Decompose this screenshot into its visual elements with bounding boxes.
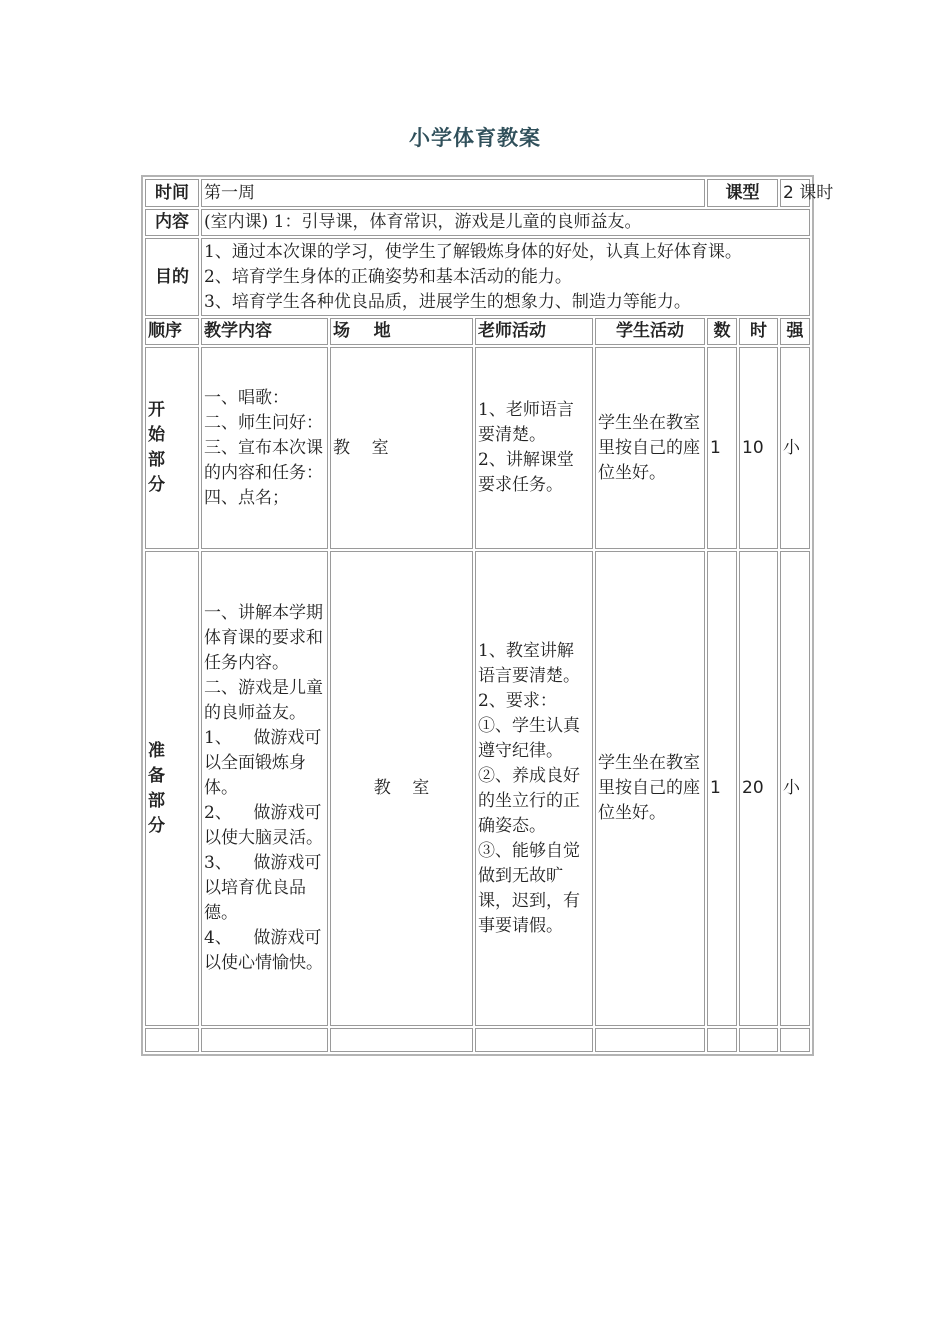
- type-label: 课型: [707, 179, 778, 207]
- section-row-start: [145, 347, 810, 549]
- header-teaching: 教学内容: [201, 318, 328, 345]
- content-row: [145, 209, 810, 236]
- empty-cell: [475, 1028, 593, 1052]
- goal-item: 1、通过本次课的学习，使学生了解锻炼身体的好处，认真上好体育课。: [204, 241, 742, 262]
- header-intensity: 强: [780, 318, 810, 345]
- header-teacher: 老师活动: [475, 318, 593, 345]
- goal-item: 2、培育学生身体的正确姿势和基本活动的能力。: [204, 266, 572, 287]
- empty-cell: [739, 1028, 778, 1052]
- empty-cell: [330, 1028, 473, 1052]
- time-row: [145, 179, 810, 207]
- header-order: 顺序: [145, 318, 199, 345]
- section-venue: 教 室: [330, 347, 473, 549]
- section-teaching: 一、唱歌： 二、师生问好： 三、宣布本次课的内容和任务： 四、点名；: [201, 347, 328, 549]
- header-venue: 场 地: [330, 318, 473, 345]
- section-time: 20: [739, 551, 778, 1026]
- section-teacher: 1、教室讲解语言要清楚。 2、要求： ①、学生认真遵守纪律。 ②、养成良好的坐立行的正确姿态。 ③、能够自觉做到无故旷课，迟到，有事要请假。: [475, 551, 593, 1026]
- section-part-label: 准 备 部 分: [148, 740, 165, 836]
- time-value: 第一周: [201, 179, 705, 207]
- section-time: 10: [739, 347, 778, 549]
- section-part: [145, 347, 199, 549]
- empty-cell: [780, 1028, 810, 1052]
- header-count: 数: [707, 318, 737, 345]
- section-intensity: 小: [780, 347, 810, 549]
- header-time: 时: [739, 318, 778, 345]
- section-row-prep: [145, 551, 810, 1026]
- section-venue: 教 室: [330, 551, 473, 1026]
- section-count: 1: [707, 551, 737, 1026]
- header-student: 学生活动: [595, 318, 705, 345]
- section-student: 学生坐在教室里按自己的座位坐好。: [595, 551, 705, 1026]
- content-value: (室内课) 1：引导课，体育常识，游戏是儿童的良师益友。: [201, 209, 810, 236]
- lesson-plan-table: [141, 175, 834, 1056]
- section-part: [145, 551, 199, 1026]
- empty-cell: [145, 1028, 199, 1052]
- page-title: 小学体育教案: [409, 126, 541, 150]
- empty-cell: [201, 1028, 328, 1052]
- goal-row: [145, 238, 810, 316]
- goal-list: [201, 238, 810, 316]
- header-row: [145, 318, 810, 345]
- goal-label: 目的: [145, 238, 199, 316]
- section-intensity: 小: [780, 551, 810, 1026]
- section-count: 1: [707, 347, 737, 549]
- section-teacher: 1、老师语言要清楚。 2、讲解课堂要求任务。: [475, 347, 593, 549]
- goal-item: 3、培育学生各种优良品质，进展学生的想象力、制造力等能力。: [204, 291, 691, 312]
- section-teaching: 一、讲解本学期体育课的要求和任务内容。 二、游戏是儿童的良师益友。 1、 做游戏可以全面锻炼身体。 2、 做游戏可以使大脑灵活。 3、 做游戏可以培育优良品德。 4、 做游戏可以使心情愉快。: [201, 551, 328, 1026]
- content-label: 内容: [145, 209, 199, 236]
- empty-cell: [595, 1028, 705, 1052]
- section-student: 学生坐在教室里按自己的座位坐好。: [595, 347, 705, 549]
- empty-cell: [707, 1028, 737, 1052]
- time-label: 时间: [145, 179, 199, 207]
- section-part-label: 开 始 部 分: [148, 400, 165, 495]
- empty-row: [145, 1028, 810, 1052]
- type-value: 2 课时: [780, 179, 810, 207]
